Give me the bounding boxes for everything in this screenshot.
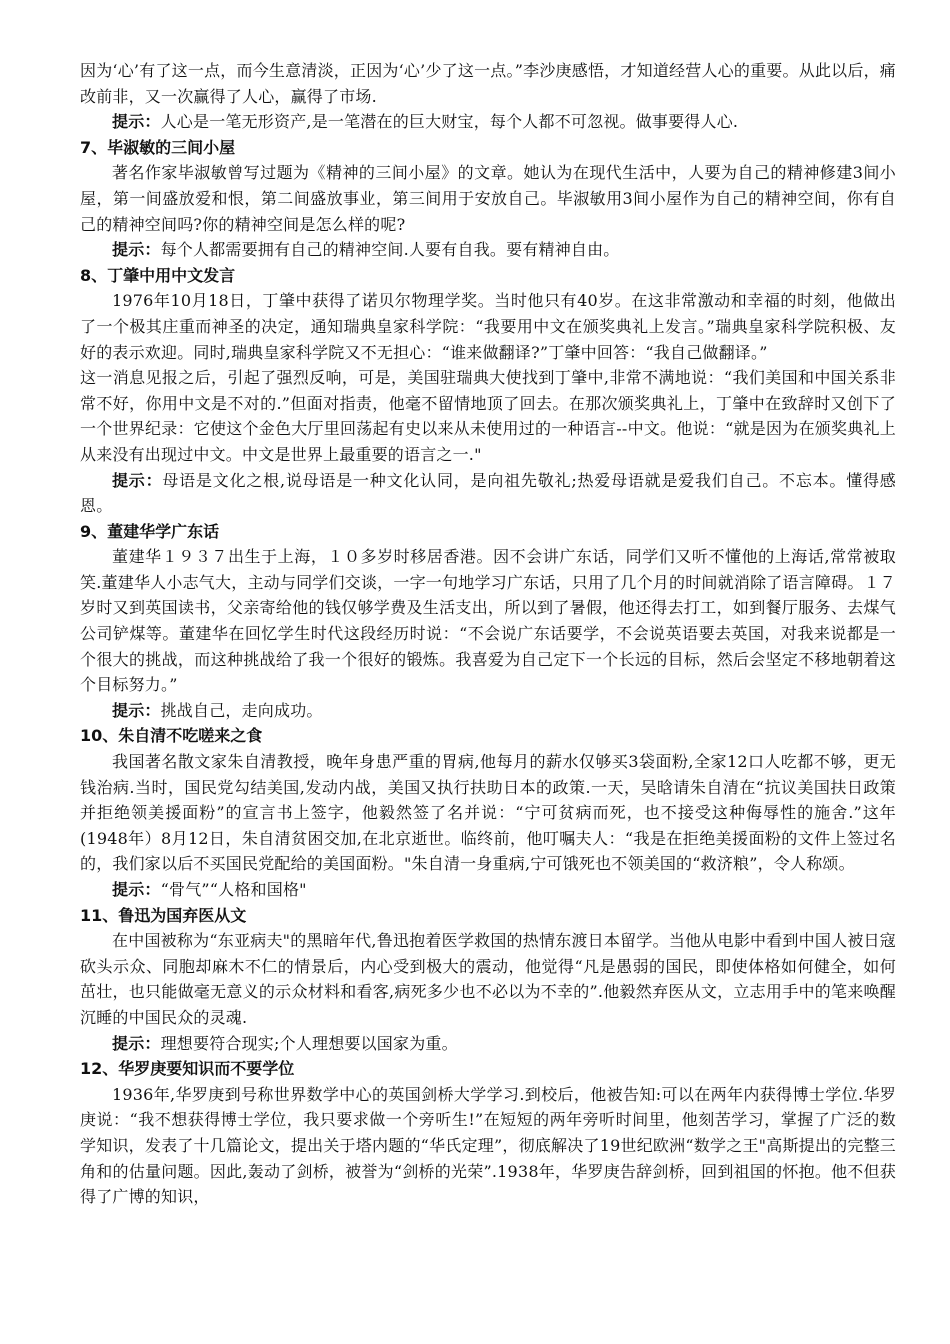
hint-text: 每个人都需要拥有自己的精神空间.人要有自我。要有精神自由。: [160, 240, 620, 260]
hint-label: 提示：: [112, 880, 161, 899]
intro-paragraph: 因为‘心’有了这一点，而今生意清淡，正因为‘心’少了这一点。”李沙庚感悟，才知道经营人心的重要。从此以后，痛改前非，又一次赢得了人心，赢得了市场.: [80, 61, 896, 106]
hint-label: 提示：: [112, 112, 161, 132]
hint-text: 理想要符合现实;个人理想要以国家为重。: [160, 1033, 458, 1053]
section-title: 10、朱自清不吃嗟来之食: [80, 726, 263, 746]
document-page: [80, 58, 896, 1210]
section-paragraph: 著名作家毕淑敏曾写过题为《精神的三间小屋》的文章。她认为在现代生活中，人要为自己的精神修建3间小屋，第一间盛放爱和恨，第二间盛放事业，第三间用于安放自己。毕淑敏用3间小屋作为自己的精神空间，你有自己的精神空间吗?你的精神空间是怎么样的呢?: [80, 163, 896, 234]
hint-label: 提示：: [112, 240, 161, 260]
section-hint: [80, 877, 896, 903]
section-paragraph: 董建华１９３７出生于上海，１０多岁时移居香港。因不会讲广东话，同学们又听不懂他的上海话,常常被取笑.董建华人小志气大，主动与同学们交谈，一字一句地学习广东话，只用了几个月的时间就消除了语言障碍。１７岁时又到英国读书，父亲寄给他的钱仅够学费及生活支出，所以到了暑假，他还得去打工，如到餐厅服务、去煤气公司铲煤等。董建华在回忆学生时代这段经历时说：“不会说广东话要学，不会说英语要去英国，对我来说都是一个很大的挑战，而这种挑战给了我一个很好的锻炼。我喜爱为自己定下一个长远的目标，然后会坚定不移地朝着这个目标努力。”: [80, 547, 896, 695]
section-paragraph: 这一消息见报之后，引起了强烈反响，可是，美国驻瑞典大使找到丁肇中,非常不满地说：“我们美国和中国关系非常不好，你用中文是不对的.”但面对指责，他毫不留情地顶了回去。在那次颁奖典礼上，丁肇中在致辞时又创下了一个世界纪录：它使这个金色大厅里回荡起有史以来从未使用过的一种语言--中文。他说：“就是因为在颁奖典礼上从来没有出现过中文。中文是世界上最重要的语言之一.": [80, 368, 896, 464]
hint-text: 母语是文化之根,说母语是一种文化认同，是向祖先敬礼;热爱母语就是爱我们自己。不忘本。懂得感恩。: [80, 470, 896, 516]
section-title: 12、华罗庚要知识而不要学位: [80, 1059, 295, 1079]
section-paragraph: 1936年,华罗庚到号称世界数学中心的英国剑桥大学学习.到校后，他被告知:可以在两年内获得博士学位.华罗庚说：“我不想获得博士学位，我只要求做一个旁听生!”在短短的两年旁听时间里，他刻苦学习，掌握了广泛的数学知识，发表了十几篇论文，提出关于塔内题的“华氏定理”，彻底解决了19世纪欧洲“数学之王"高斯提出的完整三角和的估量问题。因此,轰动了剑桥，被誉为“剑桥的光荣”.1938年，华罗庚告辞剑桥，回到祖国的怀抱。他不但获得了广博的知识，: [80, 1084, 896, 1207]
intro-hint: [80, 109, 896, 135]
hint-text: 人心是一笔无形资产,是一笔潜在的巨大财宝，每个人都不可忽视。做事要得人心.: [160, 112, 739, 132]
section-paragraph: 1976年10月18日，丁肇中获得了诺贝尔物理学奖。当时他只有40岁。在这非常激动和幸福的时刻，他做出了一个极其庄重而神圣的决定，通知瑞典皇家科学院：“我要用中文在颁奖典礼上发言。”瑞典皇家科学院积极、友好的表示欢迎。同时,瑞典皇家科学院又不无担心：“谁来做翻译?”丁肇中回答：“我自己做翻译。”: [80, 291, 896, 362]
hint-label: 提示：: [112, 1033, 161, 1053]
story-section-8: [80, 263, 896, 519]
section-hint: [80, 1031, 896, 1057]
section-title: 7、毕淑敏的三间小屋: [80, 137, 236, 157]
story-section-9: [80, 519, 896, 724]
section-hint: [80, 237, 896, 263]
hint-label: 提示：: [112, 700, 161, 720]
section-title: 9、董建华学广东话: [80, 521, 220, 541]
story-section-12: [80, 1056, 896, 1210]
intro-section: [80, 58, 896, 135]
section-hint: [80, 468, 896, 519]
section-title: 11、鲁迅为国弃医从文: [80, 905, 247, 925]
story-section-10: [80, 723, 896, 902]
story-section-11: [80, 903, 896, 1057]
section-paragraph: 在中国被称为“东亚病夫"的黑暗年代,鲁迅抱着医学救国的热情东渡日本留学。当他从电影中看到中国人被日寇砍头示众、同胞却麻木不仁的情景后，内心受到极大的震动，他觉得“凡是愚弱的国民，即使体格如何健全，如何茁壮，也只能做毫无意义的示众材料和看客,病死多少也不必以为不幸的”.他毅然弃医从文，立志用手中的笔来唤醒沉睡的中国民众的灵魂.: [80, 931, 896, 1027]
section-paragraph: 我国著名散文家朱自清教授，晚年身患严重的胃病,他每月的薪水仅够买3袋面粉,全家12口人吃都不够，更无钱治病.当时，国民党勾结美国,发动内战，美国又执行扶助日本的政策.一天，吴晗请朱自清在“抗议美国扶日政策并拒绝领美援面粉”的宣言书上签字，他毅然签了名并说：“宁可贫病而死，也不接受这种侮辱性的施舍.”这年(1948年）8月12日，朱自清贫困交加,在北京逝世。临终前，他叮嘱夫人：“我是在拒绝美援面粉的文件上签过名的，我们家以后不买国民党配给的美国面粉。"朱自清一身重病,宁可饿死也不领美国的“救济粮”，令人称颂。: [80, 752, 896, 874]
hint-text: “骨气”“人格和国格": [160, 880, 307, 899]
hint-label: 提示：: [112, 470, 163, 490]
story-section-7: [80, 135, 896, 263]
hint-text: 挑战自己，走向成功。: [160, 700, 323, 720]
section-hint: [80, 698, 896, 724]
section-title: 8、丁肇中用中文发言: [80, 265, 236, 285]
